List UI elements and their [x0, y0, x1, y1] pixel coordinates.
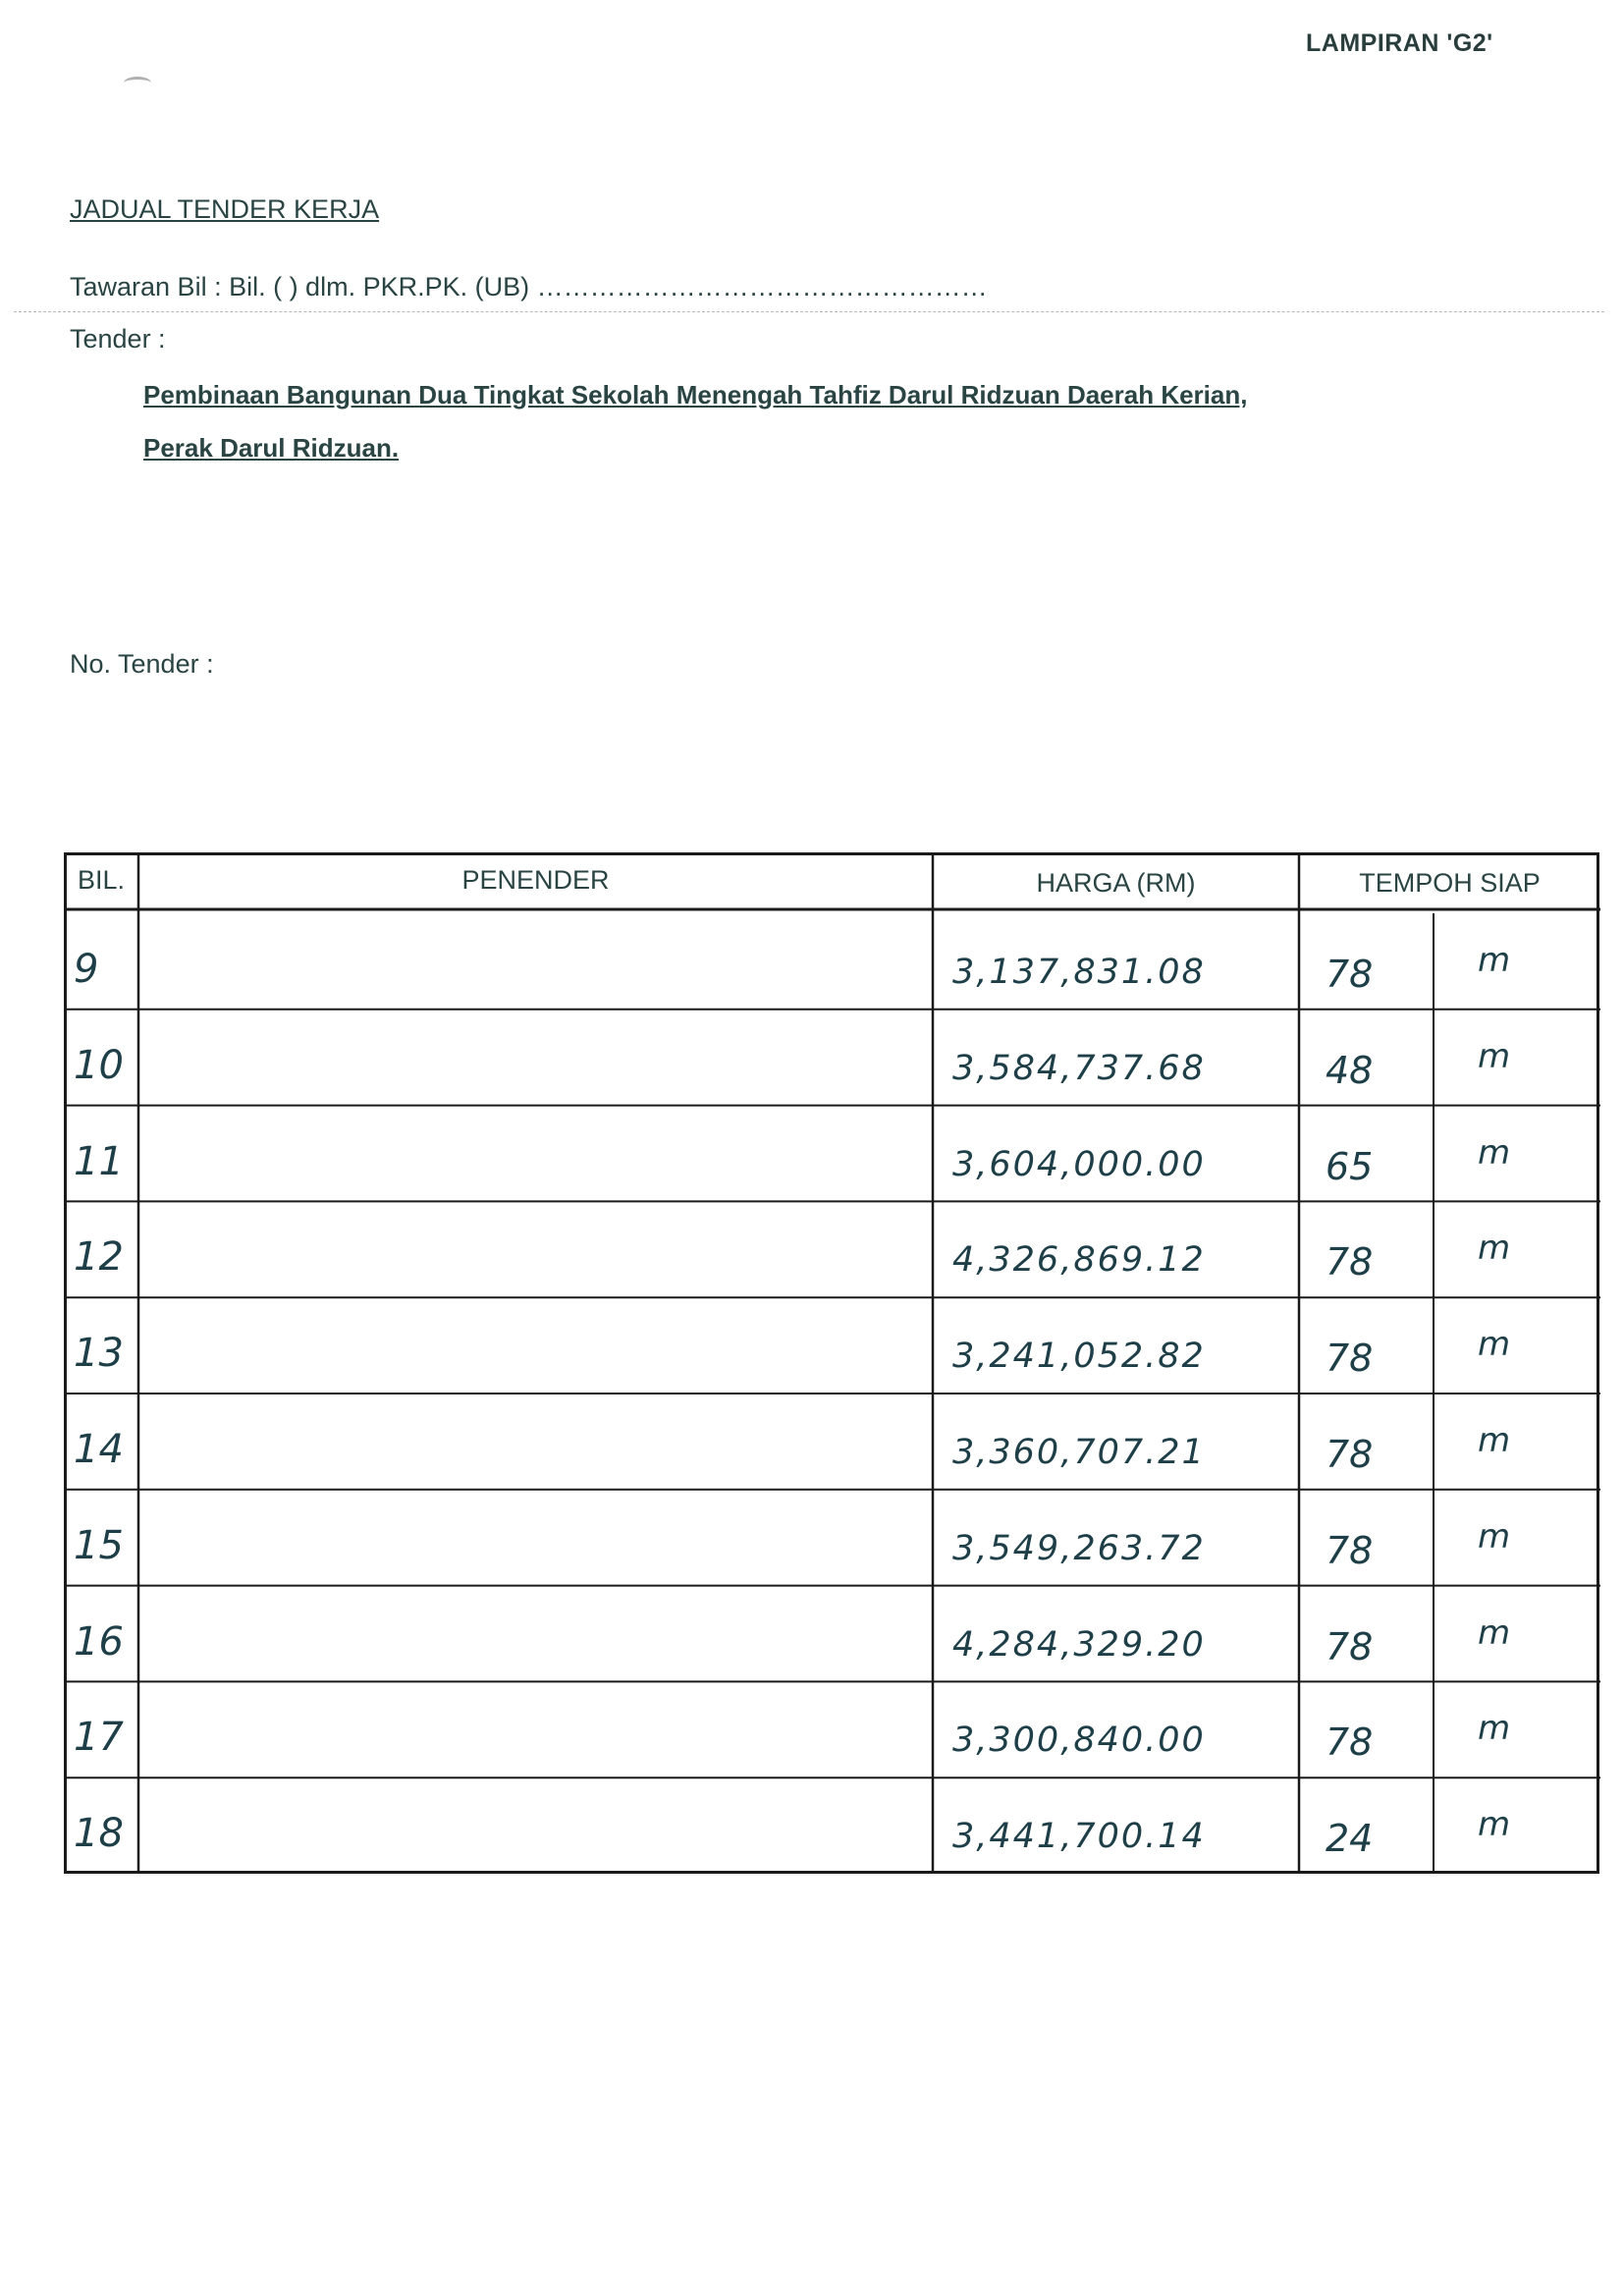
row-months: 78: [1326, 1624, 1374, 1668]
row-bil: 16: [74, 1618, 124, 1665]
row-months: 78: [1326, 1721, 1374, 1765]
row-unit: m: [1478, 1036, 1511, 1076]
row-price: 3,300,840.00: [952, 1721, 1206, 1761]
row-unit: m: [1478, 1709, 1511, 1749]
row-months: 48: [1326, 1048, 1374, 1092]
row-unit: m: [1478, 1613, 1511, 1653]
row-unit: m: [1478, 1132, 1511, 1173]
row-bil: 14: [74, 1427, 124, 1472]
project-title-line-1: Pembinaan Bangunan Dua Tingkat Sekolah Menengah Tahfiz Darul Ridzuan Daerah Kerian,: [143, 380, 1248, 410]
row-unit: m: [1478, 1516, 1511, 1557]
row-unit: m: [1478, 1325, 1511, 1365]
document-title: JADUAL TENDER KERJA: [70, 194, 380, 224]
row-bil: 12: [74, 1234, 124, 1281]
header-price: HARGA (RM): [1036, 868, 1196, 898]
scan-mark: [124, 77, 151, 89]
row-months: 24: [1326, 1817, 1374, 1861]
row-price: 4,284,329.20: [952, 1624, 1206, 1665]
row-bil: 11: [74, 1138, 124, 1184]
row-months: 78: [1326, 1240, 1374, 1285]
row-months: 78: [1326, 1433, 1374, 1476]
row-bil: 9: [74, 947, 99, 992]
row-months: 78: [1326, 1337, 1374, 1381]
row-price: 4,326,869.12: [952, 1240, 1206, 1281]
tender-label: Tender :: [70, 324, 166, 354]
tender-table: [64, 852, 1600, 1874]
row-months: 78: [1326, 1528, 1374, 1572]
row-bil: 13: [74, 1331, 124, 1377]
row-bil: 10: [74, 1042, 124, 1088]
header-tenderer: PENENDER: [461, 865, 610, 895]
row-months: 65: [1326, 1144, 1374, 1188]
row-unit: m: [1478, 1229, 1511, 1269]
row-unit: m: [1478, 1421, 1511, 1460]
row-price: 3,584,737.68: [952, 1048, 1206, 1088]
row-price: 3,604,000.00: [952, 1144, 1206, 1184]
row-price: 3,441,700.14: [952, 1817, 1206, 1857]
header-duration: TEMPOH SIAP: [1359, 868, 1541, 898]
row-price: 3,360,707.21: [952, 1433, 1206, 1472]
header-bil: BIL.: [77, 865, 126, 895]
row-price: 3,137,831.08: [952, 953, 1206, 992]
dashed-rule: [14, 311, 1604, 312]
row-bil: 17: [74, 1715, 124, 1761]
row-months: 78: [1326, 953, 1374, 996]
row-unit: m: [1478, 1805, 1511, 1845]
annex-label: LAMPIRAN 'G2': [1306, 29, 1493, 57]
row-unit: m: [1478, 941, 1511, 980]
row-bil: 15: [74, 1522, 124, 1568]
project-title-line-2: Perak Darul Ridzuan.: [143, 433, 400, 463]
offer-number-line: Tawaran Bil : Bil. ( ) dlm. PKR.PK. (UB) ……………………………………………: [70, 272, 988, 301]
row-price: 3,549,263.72: [952, 1528, 1206, 1568]
tender-number-label: No. Tender :: [70, 649, 214, 679]
row-price: 3,241,052.82: [952, 1337, 1206, 1377]
row-bil: 18: [74, 1811, 124, 1857]
